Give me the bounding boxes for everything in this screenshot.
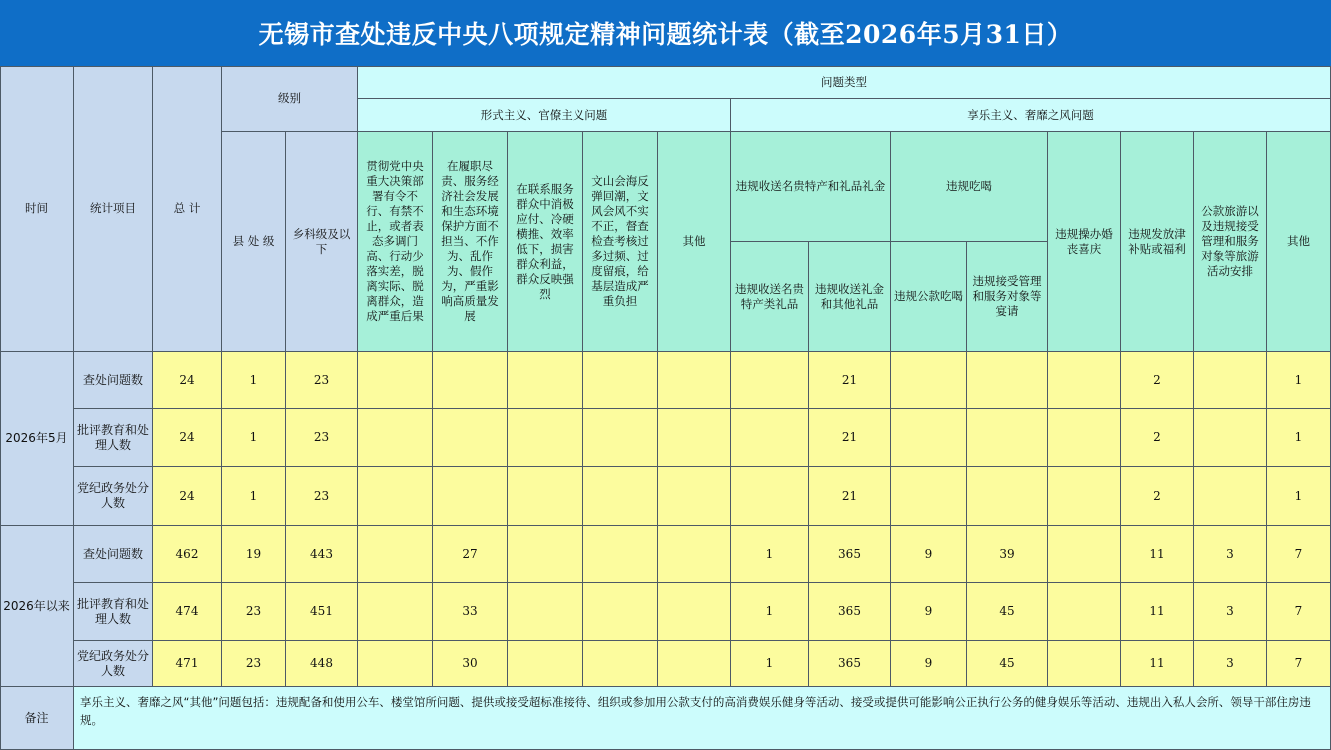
table-cell-wed bbox=[1048, 526, 1121, 583]
header-gift-money: 违规收送礼金和其他礼品 bbox=[809, 242, 891, 352]
table-cell-gift1 bbox=[731, 352, 809, 409]
table-cell-gift2: 21 bbox=[809, 467, 891, 526]
table-cell-township: 451 bbox=[286, 583, 358, 641]
header-subsidy: 违规发放津补贴或福利 bbox=[1121, 132, 1194, 352]
table-cell-travel bbox=[1194, 409, 1267, 467]
table-cell-travel bbox=[1194, 467, 1267, 526]
header-township: 乡科级及以下 bbox=[286, 132, 358, 352]
table-cell-f1 bbox=[358, 352, 433, 409]
table-cell-wed bbox=[1048, 467, 1121, 526]
table-cell-wed bbox=[1048, 583, 1121, 641]
header-total: 总 计 bbox=[153, 66, 222, 352]
table-cell-gift2: 365 bbox=[809, 641, 891, 687]
table-cell-county: 23 bbox=[222, 583, 286, 641]
header-formalism-4: 文山会海反弹回潮，文风会风不实不正，督查检查考核过多过频、过度留痕，给基层造成严重负担 bbox=[583, 132, 658, 352]
table-cell-gift2: 365 bbox=[809, 583, 891, 641]
table-cell-f4 bbox=[583, 641, 658, 687]
table-cell-f4 bbox=[583, 467, 658, 526]
notes-label: 备注 bbox=[0, 687, 74, 750]
table-cell-township: 443 bbox=[286, 526, 358, 583]
table-cell-wed bbox=[1048, 641, 1121, 687]
table-cell-eat1: 9 bbox=[891, 641, 967, 687]
table-cell-f5 bbox=[658, 409, 731, 467]
table-cell-f3 bbox=[508, 409, 583, 467]
table-cell-other: 7 bbox=[1267, 583, 1331, 641]
table-cell-eat2: 45 bbox=[967, 583, 1048, 641]
header-eating-banquet: 违规接受管理和服务对象等宴请 bbox=[967, 242, 1048, 352]
header-formalism-1: 贯彻党中央重大决策部署有令不行、有禁不止，或者表态多调门高、行动少落实差，脱离实际、脱离群众，造成严重后果 bbox=[358, 132, 433, 352]
table-cell-f2 bbox=[433, 352, 508, 409]
table-cell-township: 23 bbox=[286, 409, 358, 467]
row-item-label: 党纪政务处分人数 bbox=[74, 641, 153, 687]
table-cell-f2: 30 bbox=[433, 641, 508, 687]
table-cell-county: 19 bbox=[222, 526, 286, 583]
table-cell-wed bbox=[1048, 352, 1121, 409]
table-cell-f5 bbox=[658, 352, 731, 409]
header-hedonism-other: 其他 bbox=[1267, 132, 1331, 352]
table-cell-county: 1 bbox=[222, 467, 286, 526]
row-item-label: 查处问题数 bbox=[74, 352, 153, 409]
table-cell-f4 bbox=[583, 583, 658, 641]
table-cell-other: 7 bbox=[1267, 526, 1331, 583]
table-cell-eat1 bbox=[891, 352, 967, 409]
row-item-label: 批评教育和处理人数 bbox=[74, 409, 153, 467]
table-cell-other: 7 bbox=[1267, 641, 1331, 687]
header-item: 统计项目 bbox=[74, 66, 153, 352]
table-cell-f1 bbox=[358, 583, 433, 641]
row-item-label: 查处问题数 bbox=[74, 526, 153, 583]
header-hedonism: 享乐主义、奢靡之风问题 bbox=[731, 99, 1331, 132]
row-item-label: 批评教育和处理人数 bbox=[74, 583, 153, 641]
table-cell-f3 bbox=[508, 352, 583, 409]
table-cell-f5 bbox=[658, 641, 731, 687]
period-label: 2026年5月 bbox=[0, 352, 74, 526]
table-cell-eat1: 9 bbox=[891, 583, 967, 641]
table-cell-eat1 bbox=[891, 467, 967, 526]
table-cell-f1 bbox=[358, 641, 433, 687]
table-cell-f1 bbox=[358, 467, 433, 526]
table-cell-f2: 27 bbox=[433, 526, 508, 583]
table-cell-eat2 bbox=[967, 467, 1048, 526]
header-formalism-3: 在联系服务群众中消极应付、冷硬横推、效率低下，损害群众利益，群众反映强烈 bbox=[508, 132, 583, 352]
header-time: 时间 bbox=[0, 66, 74, 352]
table-cell-travel bbox=[1194, 352, 1267, 409]
table-cell-township: 23 bbox=[286, 467, 358, 526]
page-title: 无锡市查处违反中央八项规定精神问题统计表（截至2026年5月31日） bbox=[0, 0, 1331, 66]
table-cell-f4 bbox=[583, 352, 658, 409]
table-cell-total: 24 bbox=[153, 467, 222, 526]
table-cell-eat1: 9 bbox=[891, 526, 967, 583]
table-cell-township: 448 bbox=[286, 641, 358, 687]
header-travel: 公款旅游以及违规接受管理和服务对象等旅游活动安排 bbox=[1194, 132, 1267, 352]
header-formalism-other: 其他 bbox=[658, 132, 731, 352]
period-label: 2026年以来 bbox=[0, 526, 74, 687]
table-cell-f3 bbox=[508, 526, 583, 583]
table-cell-f2 bbox=[433, 409, 508, 467]
table-cell-total: 24 bbox=[153, 409, 222, 467]
table-cell-gift1: 1 bbox=[731, 583, 809, 641]
table-cell-total: 471 bbox=[153, 641, 222, 687]
header-county: 县 处 级 bbox=[222, 132, 286, 352]
header-eating: 违规吃喝 bbox=[891, 132, 1048, 242]
table-cell-other: 1 bbox=[1267, 409, 1331, 467]
table-cell-gift1 bbox=[731, 467, 809, 526]
header-eating-public: 违规公款吃喝 bbox=[891, 242, 967, 352]
table-cell-travel: 3 bbox=[1194, 526, 1267, 583]
table-cell-total: 24 bbox=[153, 352, 222, 409]
table-cell-eat2: 45 bbox=[967, 641, 1048, 687]
table-cell-gift1 bbox=[731, 409, 809, 467]
table-cell-f5 bbox=[658, 467, 731, 526]
table-cell-f1 bbox=[358, 526, 433, 583]
header-gift-specialty: 违规收送名贵特产类礼品 bbox=[731, 242, 809, 352]
table-cell-f3 bbox=[508, 467, 583, 526]
row-item-label: 党纪政务处分人数 bbox=[74, 467, 153, 526]
header-formalism-2: 在履职尽责、服务经济社会发展和生态环境保护方面不担当、不作为、乱作为、假作为，严重影响高质量发展 bbox=[433, 132, 508, 352]
header-formalism: 形式主义、官僚主义问题 bbox=[358, 99, 731, 132]
table-cell-gift1: 1 bbox=[731, 526, 809, 583]
table-cell-eat2 bbox=[967, 409, 1048, 467]
table-cell-wed bbox=[1048, 409, 1121, 467]
table-cell-gift1: 1 bbox=[731, 641, 809, 687]
table-cell-eat2: 39 bbox=[967, 526, 1048, 583]
table-cell-subsidy: 2 bbox=[1121, 409, 1194, 467]
table-cell-travel: 3 bbox=[1194, 641, 1267, 687]
table-cell-f2 bbox=[433, 467, 508, 526]
header-gift: 违规收送名贵特产和礼品礼金 bbox=[731, 132, 891, 242]
table-cell-other: 1 bbox=[1267, 352, 1331, 409]
table-cell-f2: 33 bbox=[433, 583, 508, 641]
table-cell-f1 bbox=[358, 409, 433, 467]
header-wedding: 违规操办婚丧喜庆 bbox=[1048, 132, 1121, 352]
table-cell-county: 23 bbox=[222, 641, 286, 687]
table-cell-township: 23 bbox=[286, 352, 358, 409]
table-cell-total: 474 bbox=[153, 583, 222, 641]
table-cell-f5 bbox=[658, 526, 731, 583]
table-cell-county: 1 bbox=[222, 352, 286, 409]
table-cell-eat2 bbox=[967, 352, 1048, 409]
table-cell-other: 1 bbox=[1267, 467, 1331, 526]
table-cell-gift2: 21 bbox=[809, 352, 891, 409]
table-cell-f5 bbox=[658, 583, 731, 641]
table-cell-f3 bbox=[508, 641, 583, 687]
table-cell-gift2: 365 bbox=[809, 526, 891, 583]
table-cell-county: 1 bbox=[222, 409, 286, 467]
table-cell-gift2: 21 bbox=[809, 409, 891, 467]
table-cell-travel: 3 bbox=[1194, 583, 1267, 641]
table-cell-eat1 bbox=[891, 409, 967, 467]
table-cell-f4 bbox=[583, 409, 658, 467]
table-cell-total: 462 bbox=[153, 526, 222, 583]
notes-text: 享乐主义、奢靡之风“其他”问题包括：违规配备和使用公车、楼堂馆所问题、提供或接受超标准接待、组织或参加用公款支付的高消费娱乐健身等活动、接受或提供可能影响公正执行公务的健身娱乐等活动、违规出入私人会所、领导干部住房违规。 bbox=[74, 687, 1331, 750]
table-cell-subsidy: 11 bbox=[1121, 641, 1194, 687]
table-cell-subsidy: 11 bbox=[1121, 583, 1194, 641]
header-problem-type: 问题类型 bbox=[358, 66, 1331, 99]
table-cell-f3 bbox=[508, 583, 583, 641]
header-level: 级别 bbox=[222, 66, 358, 132]
table-cell-subsidy: 2 bbox=[1121, 467, 1194, 526]
table-cell-f4 bbox=[583, 526, 658, 583]
table-cell-subsidy: 2 bbox=[1121, 352, 1194, 409]
table-cell-subsidy: 11 bbox=[1121, 526, 1194, 583]
